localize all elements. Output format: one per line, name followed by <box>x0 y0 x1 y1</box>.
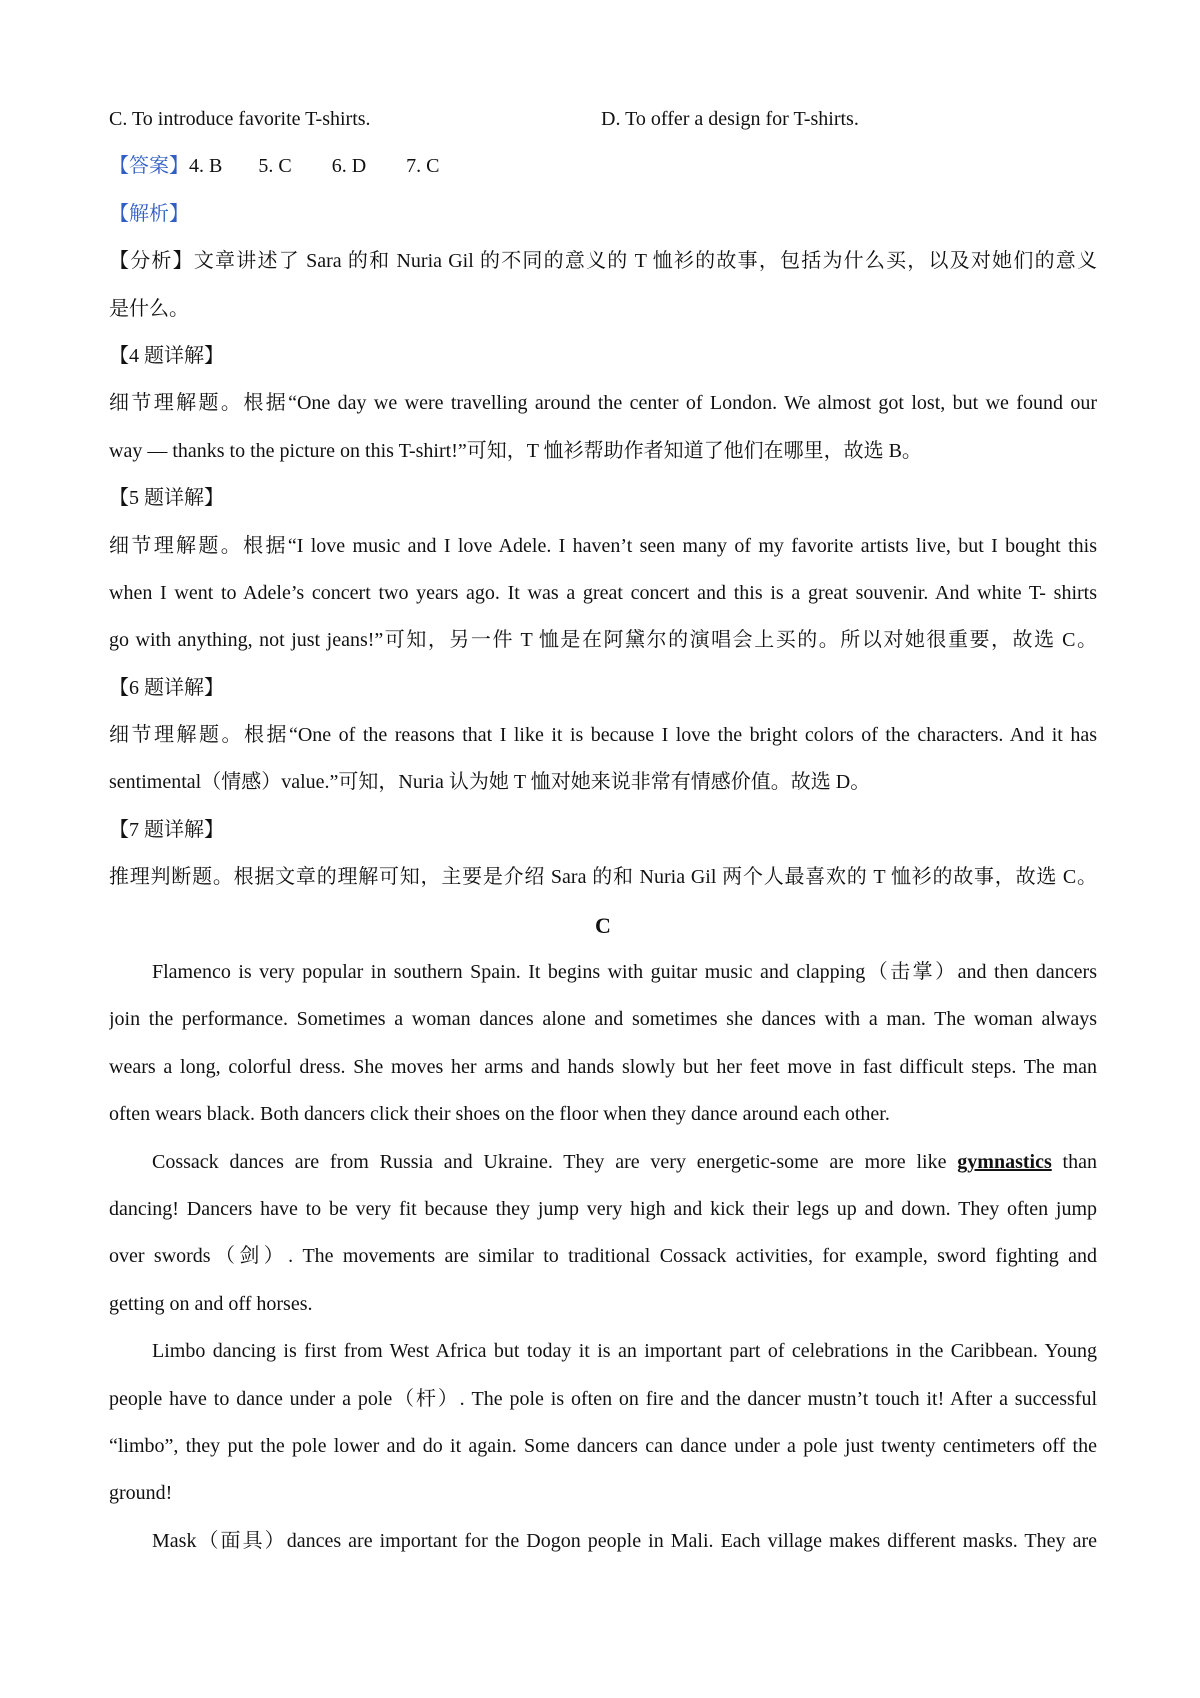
answer-options <box>109 96 1097 143</box>
q7-line: 推理判断题。根据文章的理解可知，主要是介绍 Sara 的和 Nuria Gil 两个人最喜欢的 T 恤衫的故事，故选 C。 <box>109 866 1097 889</box>
answer-item: 4. B <box>189 155 223 178</box>
passage-line: Mask（面具）dances are important for the Dogon people in Mali. Each village makes different masks. They are <box>152 1529 1097 1552</box>
passage-line: people have to dance under a pole（杆）. The pole is often on fire and the dancer mustn’t touch it! After a successful <box>109 1387 1097 1410</box>
passage-line: getting on and off horses. <box>109 1292 313 1315</box>
q5-line: 细节理解题。根据“I love music and I love Adele. I haven’t seen many of my favorite artists live, but I bought this <box>109 534 1097 557</box>
passage-line: wears a long, colorful dress. She moves her arms and hands slowly but her feet move in fast difficult steps. The man <box>109 1055 1097 1078</box>
q4-title: 【4 题详解】 <box>109 344 224 367</box>
q5-title: 【5 题详解】 <box>109 487 224 510</box>
answer-label: 【答案】 <box>109 155 189 178</box>
option-c: C. To introduce favorite T-shirts. <box>109 108 371 130</box>
q6-line: sentimental（情感）value.”可知，Nuria 认为她 T 恤对她来说非常有情感价值。故选 D。 <box>109 771 871 794</box>
answer-item: 7. C <box>406 155 440 178</box>
passage-line: ground! <box>109 1482 173 1505</box>
q4-line: way — thanks to the picture on this T-shirt!”可知，T 恤衫帮助作者知道了他们在哪里，故选 B。 <box>109 439 922 462</box>
answer-item: 5. C <box>258 155 292 178</box>
q6-title: 【6 题详解】 <box>109 676 224 699</box>
q5-line: when I went to Adele’s concert two years ago. It was a great concert and this is a great souvenir. And white T- shirts <box>109 581 1097 604</box>
passage-line: Flamenco is very popular in southern Spain. It begins with guitar music and clapping（击掌）and then dancers <box>152 961 1097 984</box>
underlined-word: gymnastics <box>957 1150 1052 1173</box>
q4-line: 细节理解题。根据“One day we were travelling around the center of London. We almost got lost, but we found our <box>109 392 1097 415</box>
passage-line: “limbo”, they put the pole lower and do it again. Some dancers can dance under a pole just twenty centimeters off the <box>109 1434 1097 1457</box>
document-page <box>109 96 1097 1565</box>
q7-title: 【7 题详解】 <box>109 818 224 841</box>
passage-text: than <box>1051 1150 1097 1173</box>
passage-line: join the performance. Sometimes a woman dances alone and sometimes she dances with a man. The woman always <box>109 1008 1097 1031</box>
option-d: D. To offer a design for T-shirts. <box>601 108 859 130</box>
analysis-line: 是什么。 <box>109 297 189 320</box>
passage-line <box>109 1139 1097 1186</box>
q5-line: go with anything, not just jeans!”可知，另一件 T 恤是在阿黛尔的演唱会上买的。所以对她很重要，故选 C。 <box>109 629 1097 652</box>
q6-line: 细节理解题。根据“One of the reasons that I like it is because I love the bright colors of the characters. And it has <box>109 724 1097 747</box>
passage-line: Limbo dancing is first from West Africa but today it is an important part of celebrations in the Caribbean. Young <box>152 1340 1097 1363</box>
analysis-line: 【分析】文章讲述了 Sara 的和 Nuria Gil 的不同的意义的 T 恤衫的故事，包括为什么买，以及对她们的意义 <box>109 250 1097 273</box>
analysis-label: 【解析】 <box>109 202 189 225</box>
passage-text: Cossack dances are from Russia and Ukraine. They are very energetic-some are more like <box>152 1150 958 1173</box>
passage-line: over swords（剑）. The movements are similar to traditional Cossack activities, for example, sword fighting and <box>109 1245 1097 1268</box>
answer-line <box>109 143 1097 190</box>
passage-line: dancing! Dancers have to be very fit because they jump very high and kick their legs up and down. They often jump <box>109 1197 1097 1220</box>
section-heading: C <box>595 912 611 938</box>
passage-line: often wears black. Both dancers click their shoes on the floor when they dance around each other. <box>109 1103 890 1126</box>
answer-item: 6. D <box>331 155 367 178</box>
